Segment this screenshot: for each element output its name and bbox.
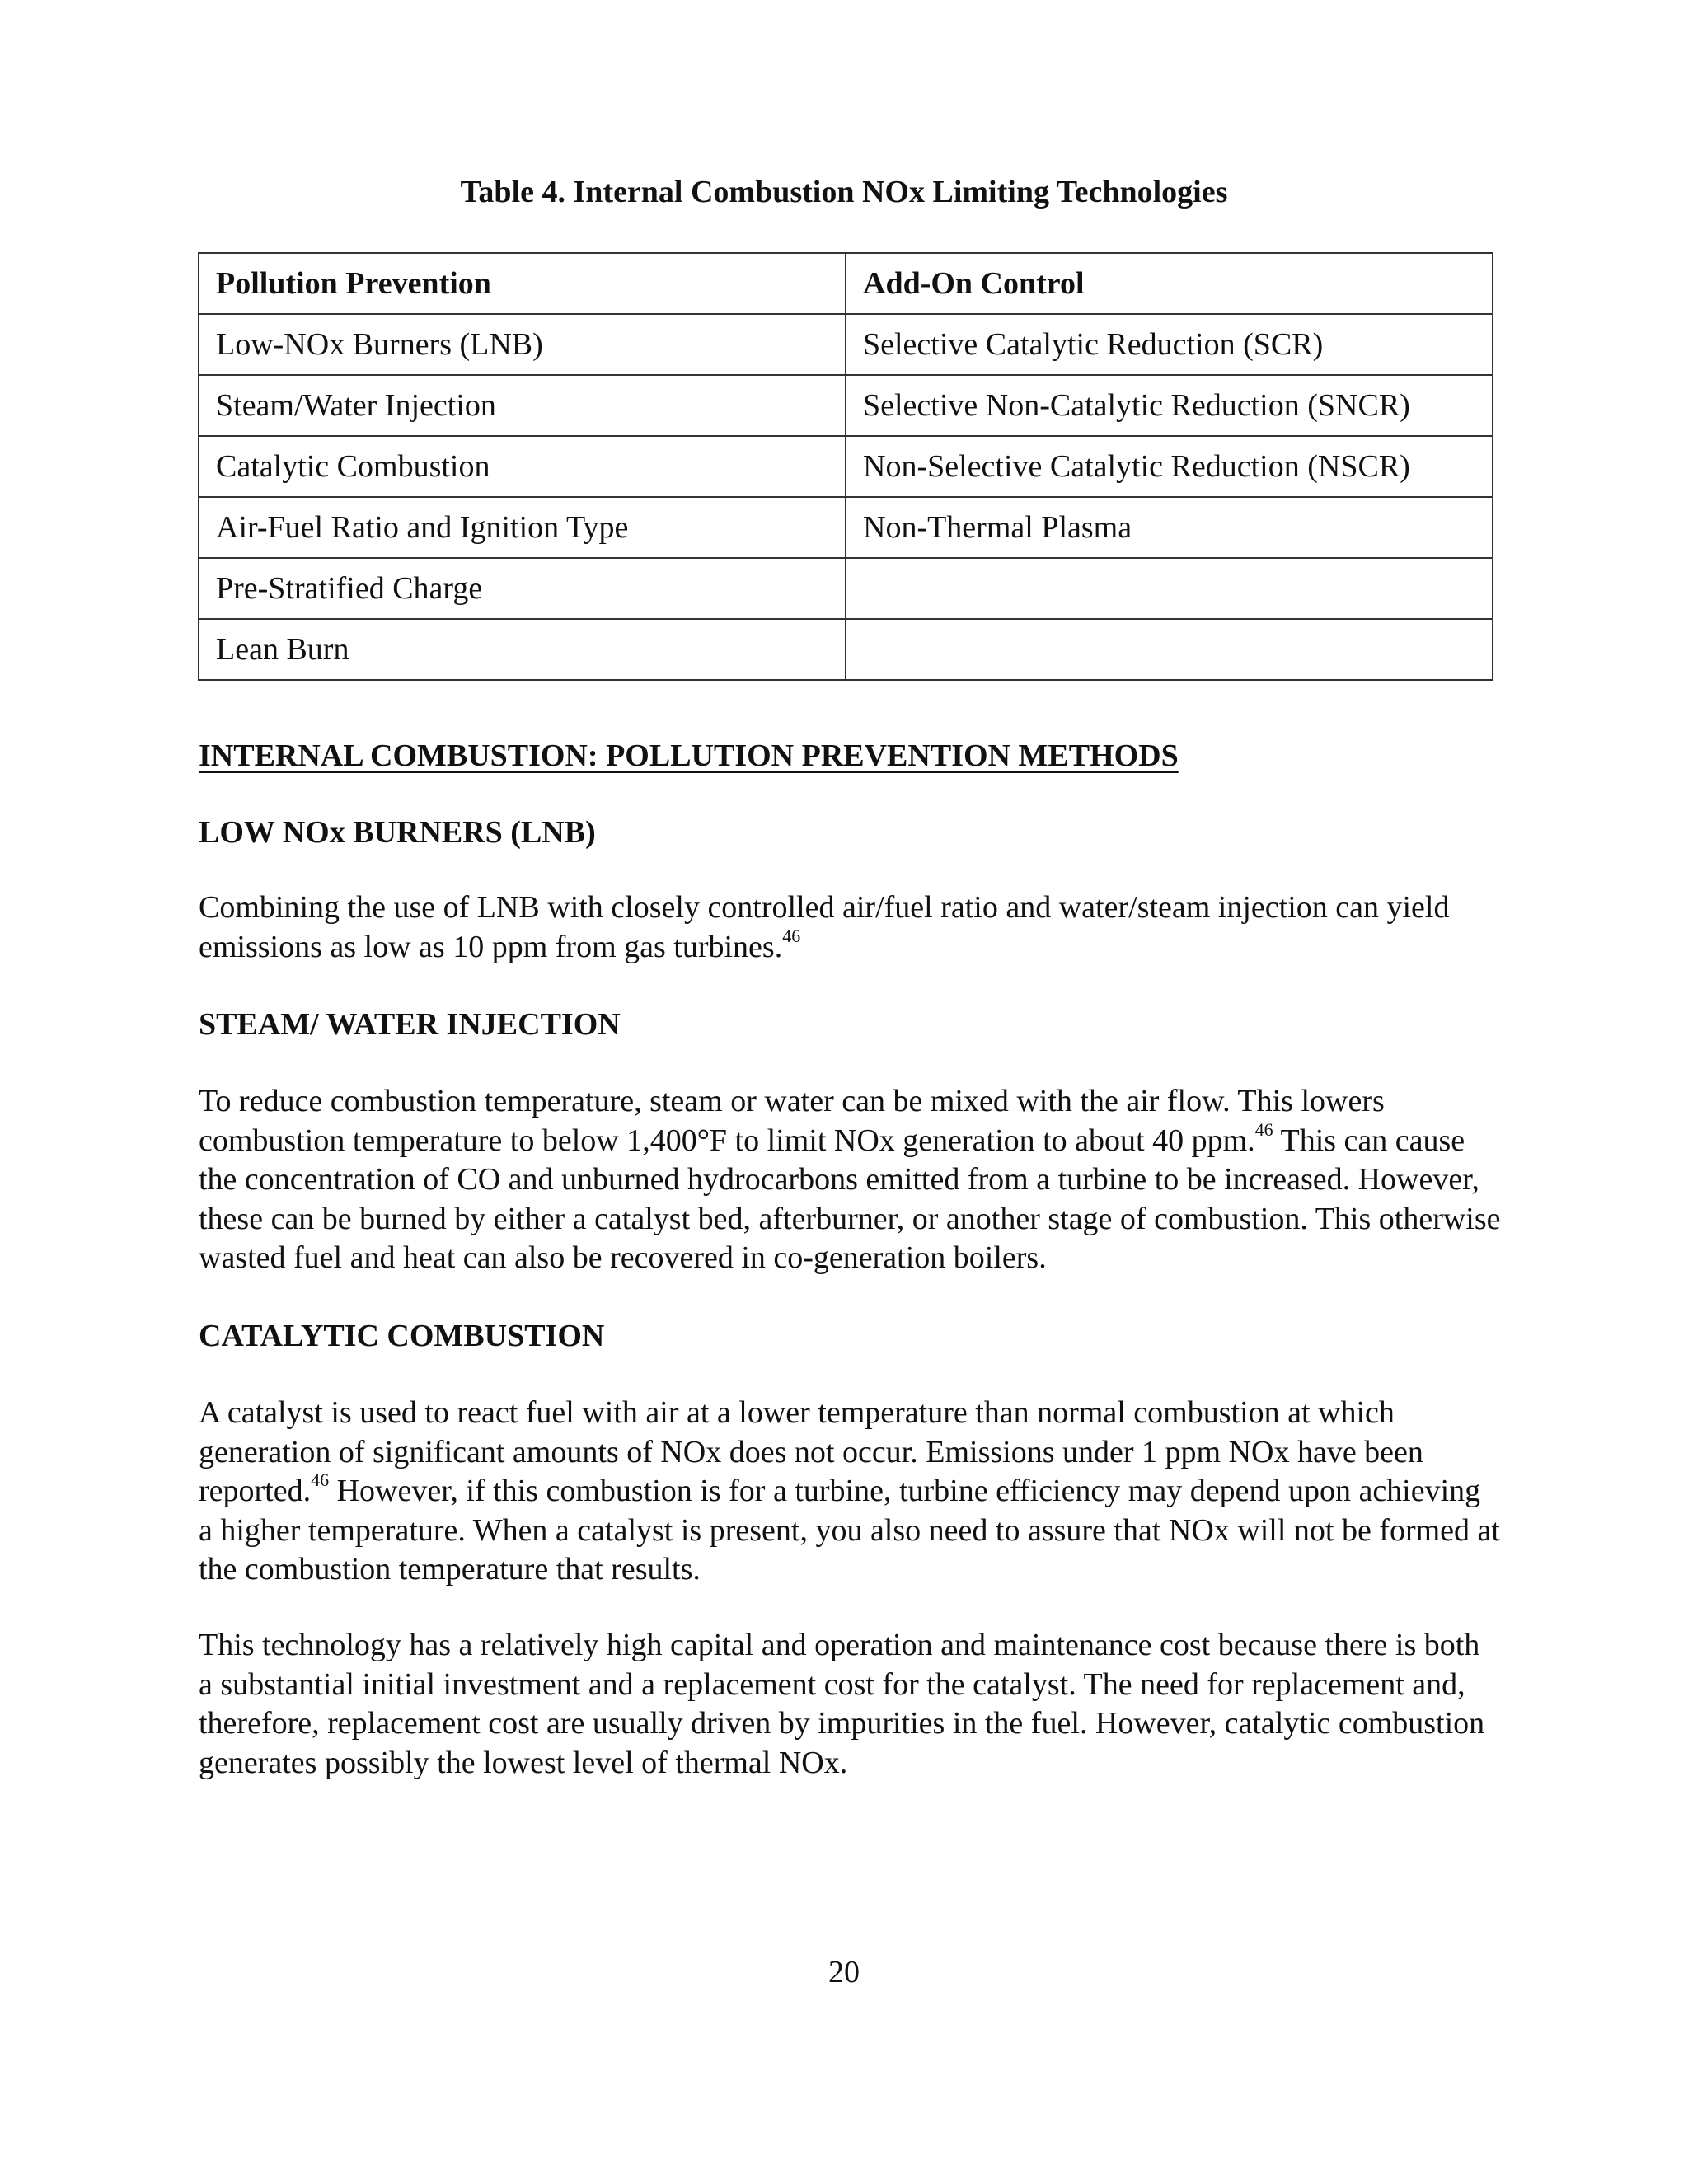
steam-paragraph-text-a: To reduce combustion temperature, steam or water can be mixed with the air flow. This lowers combustion temperature to below 1,400°F to limit NOx generation to about 40 ppm. [199, 1084, 1385, 1158]
table-cell: Selective Non-Catalytic Reduction (SNCR) [846, 375, 1493, 436]
table-header-row [199, 253, 1493, 314]
catalytic-paragraph-text-b: However, if this combustion is for a turbine, turbine efficiency may depend upon achieving a higher temperature. When a catalyst is present, you also need to assure that NOx will not be formed at the combustion temperature that results. [199, 1474, 1500, 1586]
table-cell: Catalytic Combustion [199, 436, 846, 497]
catalytic-paragraph-2: This technology has a relatively high capital and operation and maintenance cost because there is both a substantial initial investment and a replacement cost for the catalyst. The need for replacement and, therefore, replacement cost are usually driven by impurities in the fuel. However, catalytic combustion generates possibly the lowest level of thermal NOx. [199, 1628, 1485, 1780]
page-number: 20 [828, 1955, 860, 1990]
table-row [199, 436, 1493, 497]
table-row [199, 619, 1493, 680]
table-cell: Pre-Stratified Charge [199, 558, 846, 619]
table-cell: Air-Fuel Ratio and Ignition Type [199, 497, 846, 558]
nox-technologies-table [198, 252, 1493, 681]
table-cell: Selective Catalytic Reduction (SCR) [846, 314, 1493, 375]
steam-heading: STEAM/ WATER INJECTION [199, 1007, 621, 1042]
table-cell: Steam/Water Injection [199, 375, 846, 436]
table-caption: Table 4. Internal Combustion NOx Limiting Technologies [460, 175, 1228, 209]
catalytic-paragraph-1 [199, 1394, 1501, 1590]
lnb-heading: LOW NOx BURNERS (LNB) [199, 815, 596, 850]
table-row [199, 375, 1493, 436]
table-cell [846, 619, 1493, 680]
catalytic-paragraph-text-a: A catalyst is used to react fuel with air at a lower temperature than normal combustion at which generation of significant amounts of NOx does not occur. Emissions under 1 ppm NOx have been reported. [199, 1395, 1423, 1508]
section-title: INTERNAL COMBUSTION: POLLUTION PREVENTION METHODS [199, 738, 1179, 773]
catalytic-heading: CATALYTIC COMBUSTION [199, 1319, 605, 1353]
table-cell [846, 558, 1493, 619]
table-row [199, 314, 1493, 375]
steam-paragraph-text-b: This can cause the concentration of CO and unburned hydrocarbons emitted from a turbine to be increased. However, these can be burned by either a catalyst bed, afterburner, or another stage of combustion. This otherwise wasted fuel and heat can also be recovered in co-generation boilers. [199, 1122, 1501, 1275]
table-cell: Low-NOx Burners (LNB) [199, 314, 846, 375]
lnb-paragraph [199, 888, 1501, 967]
table-cell: Non-Thermal Plasma [846, 497, 1493, 558]
footnote-ref: 46 [1254, 1118, 1273, 1140]
table-row [199, 558, 1493, 619]
table-header-cell: Add-On Control [846, 253, 1493, 314]
table-row [199, 497, 1493, 558]
lnb-paragraph-text: Combining the use of LNB with closely controlled air/fuel ratio and water/steam injection can yield emissions as low as 10 ppm from gas turbines. [199, 890, 1450, 964]
footnote-ref: 46 [311, 1469, 330, 1491]
footnote-ref: 46 [782, 925, 801, 946]
table-header-cell: Pollution Prevention [199, 253, 846, 314]
table-cell: Lean Burn [199, 619, 846, 680]
steam-paragraph [199, 1082, 1501, 1278]
table-cell: Non-Selective Catalytic Reduction (NSCR) [846, 436, 1493, 497]
